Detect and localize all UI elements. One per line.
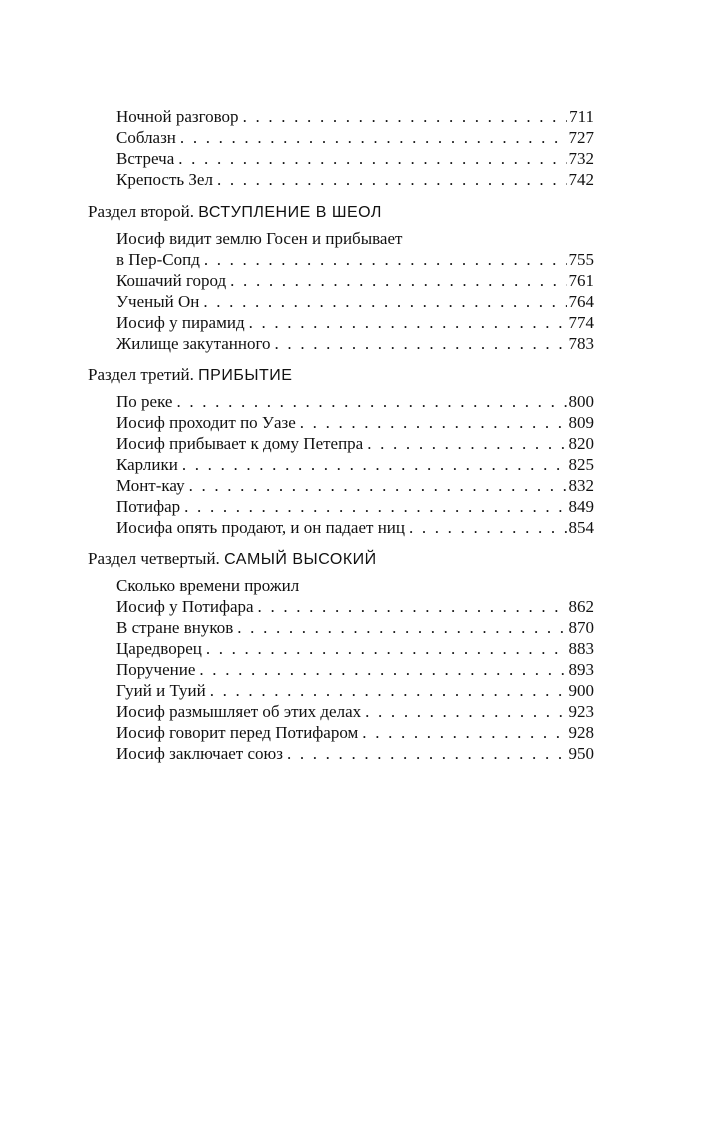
toc-entry[interactable]: Иосиф говорит перед Потифаром . . . 928: [116, 722, 594, 743]
dot-leader: [409, 517, 567, 538]
section-title: ВСТУПЛЕНИЕ В ШЕОЛ: [198, 204, 382, 221]
dot-leader: [258, 596, 567, 617]
section-entries: [116, 391, 594, 538]
toc-entry[interactable]: Царедворец . . . 883: [116, 638, 594, 659]
page-number: 870: [568, 618, 594, 637]
dot-leader: [182, 454, 567, 475]
dot-leader: [206, 638, 567, 659]
page-number: 820: [568, 434, 594, 453]
dot-leader: [365, 701, 566, 722]
toc-entry[interactable]: Потифар . . . 849: [116, 496, 594, 517]
dot-leader: [243, 106, 568, 127]
section-label: Раздел второй.: [88, 202, 194, 221]
dot-leader: [203, 291, 566, 312]
dot-leader: [237, 617, 566, 638]
page-number: 783: [568, 334, 594, 353]
dot-leader: [287, 743, 567, 764]
page-number: 732: [568, 149, 594, 168]
toc-entry[interactable]: Жилище закутанного . . . 783: [116, 333, 594, 354]
dot-leader: [189, 475, 567, 496]
page-number: 849: [568, 497, 594, 516]
section-entries: [116, 228, 594, 354]
dot-leader: [178, 148, 566, 169]
toc-entry[interactable]: Иосиф прибывает к дому Петепра . . . 820: [116, 433, 594, 454]
toc-entry[interactable]: Крепость Зел . . . 742: [116, 169, 594, 190]
toc-entry[interactable]: В стране внуков . . . 870: [116, 617, 594, 638]
toc-entry[interactable]: Встреча . . . 732: [116, 148, 594, 169]
section-title: ПРИБЫТИЕ: [198, 367, 293, 384]
toc-entry[interactable]: Карлики . . . 825: [116, 454, 594, 475]
page-number: 742: [568, 170, 594, 189]
toc-entry[interactable]: Поручение . . . 893: [116, 659, 594, 680]
toc-entry[interactable]: Иосиф заключает союз . . . 950: [116, 743, 594, 764]
toc-entry[interactable]: Иосиф у Потифара . . . 862: [116, 596, 594, 617]
page-number: 862: [568, 597, 594, 616]
page-number: 928: [568, 723, 594, 742]
toc-entry[interactable]: Ученый Он . . . 764: [116, 291, 594, 312]
page-number: 950: [568, 744, 594, 763]
continuation-entries: [116, 106, 594, 190]
page-number: 764: [568, 292, 594, 311]
toc-entry[interactable]: Иосиф проходит по Уазе . . . 809: [116, 412, 594, 433]
page-number: 883: [568, 639, 594, 658]
toc-entry[interactable]: Гуий и Туий . . . 900: [116, 680, 594, 701]
table-of-contents: [88, 106, 594, 774]
dot-leader: [180, 127, 567, 148]
toc-entry[interactable]: Монт-кау . . . 832: [116, 475, 594, 496]
page-number: 923: [568, 702, 594, 721]
page-number: 755: [568, 250, 594, 269]
section-title: САМЫЙ ВЫСОКИЙ: [224, 551, 377, 568]
dot-leader: [230, 270, 566, 291]
toc-entry[interactable]: Иосифа опять продают, и он падает ниц . . . 854: [116, 517, 594, 538]
page-number: 761: [568, 271, 594, 290]
dot-leader: [275, 333, 567, 354]
page-number: 727: [568, 128, 594, 147]
section-label: Раздел третий.: [88, 365, 194, 384]
toc-entry[interactable]: Кошачий город . . . 761: [116, 270, 594, 291]
page-number: 854: [568, 518, 594, 537]
page-number: 800: [568, 392, 594, 411]
toc-entry[interactable]: Ночной разговор . . . 711: [116, 106, 594, 127]
page-number: 832: [568, 476, 594, 495]
dot-leader: [199, 659, 566, 680]
section-entries: [116, 575, 594, 764]
section-label: Раздел четвертый.: [88, 549, 220, 568]
dot-leader: [184, 496, 566, 517]
page-number: 809: [568, 413, 594, 432]
toc-entry-first-line[interactable]: Иосиф видит землю Госен и прибывает: [116, 229, 403, 248]
toc-entry[interactable]: По реке . . . 800: [116, 391, 594, 412]
dot-leader: [217, 169, 567, 190]
toc-entry[interactable]: Соблазн . . . 727: [116, 127, 594, 148]
page-number: 900: [568, 681, 594, 700]
dot-leader: [362, 722, 566, 743]
page-number: 711: [569, 107, 594, 126]
dot-leader: [300, 412, 567, 433]
dot-leader: [210, 680, 567, 701]
dot-leader: [204, 249, 567, 270]
toc-entry-first-line[interactable]: Сколько времени прожил: [116, 576, 300, 595]
dot-leader: [176, 391, 566, 412]
page-number: 825: [568, 455, 594, 474]
toc-entry[interactable]: Иосиф размышляет об этих делах . . . 923: [116, 701, 594, 722]
toc-entry[interactable]: Иосиф у пирамид . . . 774: [116, 312, 594, 333]
page-number: 893: [568, 660, 594, 679]
section-heading: [88, 548, 594, 570]
page-number: 774: [568, 313, 594, 332]
section-heading: [88, 201, 594, 223]
dot-leader: [249, 312, 567, 333]
section-heading: [88, 364, 594, 386]
toc-entry[interactable]: в Пер-Сопд . . . 755: [116, 249, 594, 270]
dot-leader: [367, 433, 566, 454]
